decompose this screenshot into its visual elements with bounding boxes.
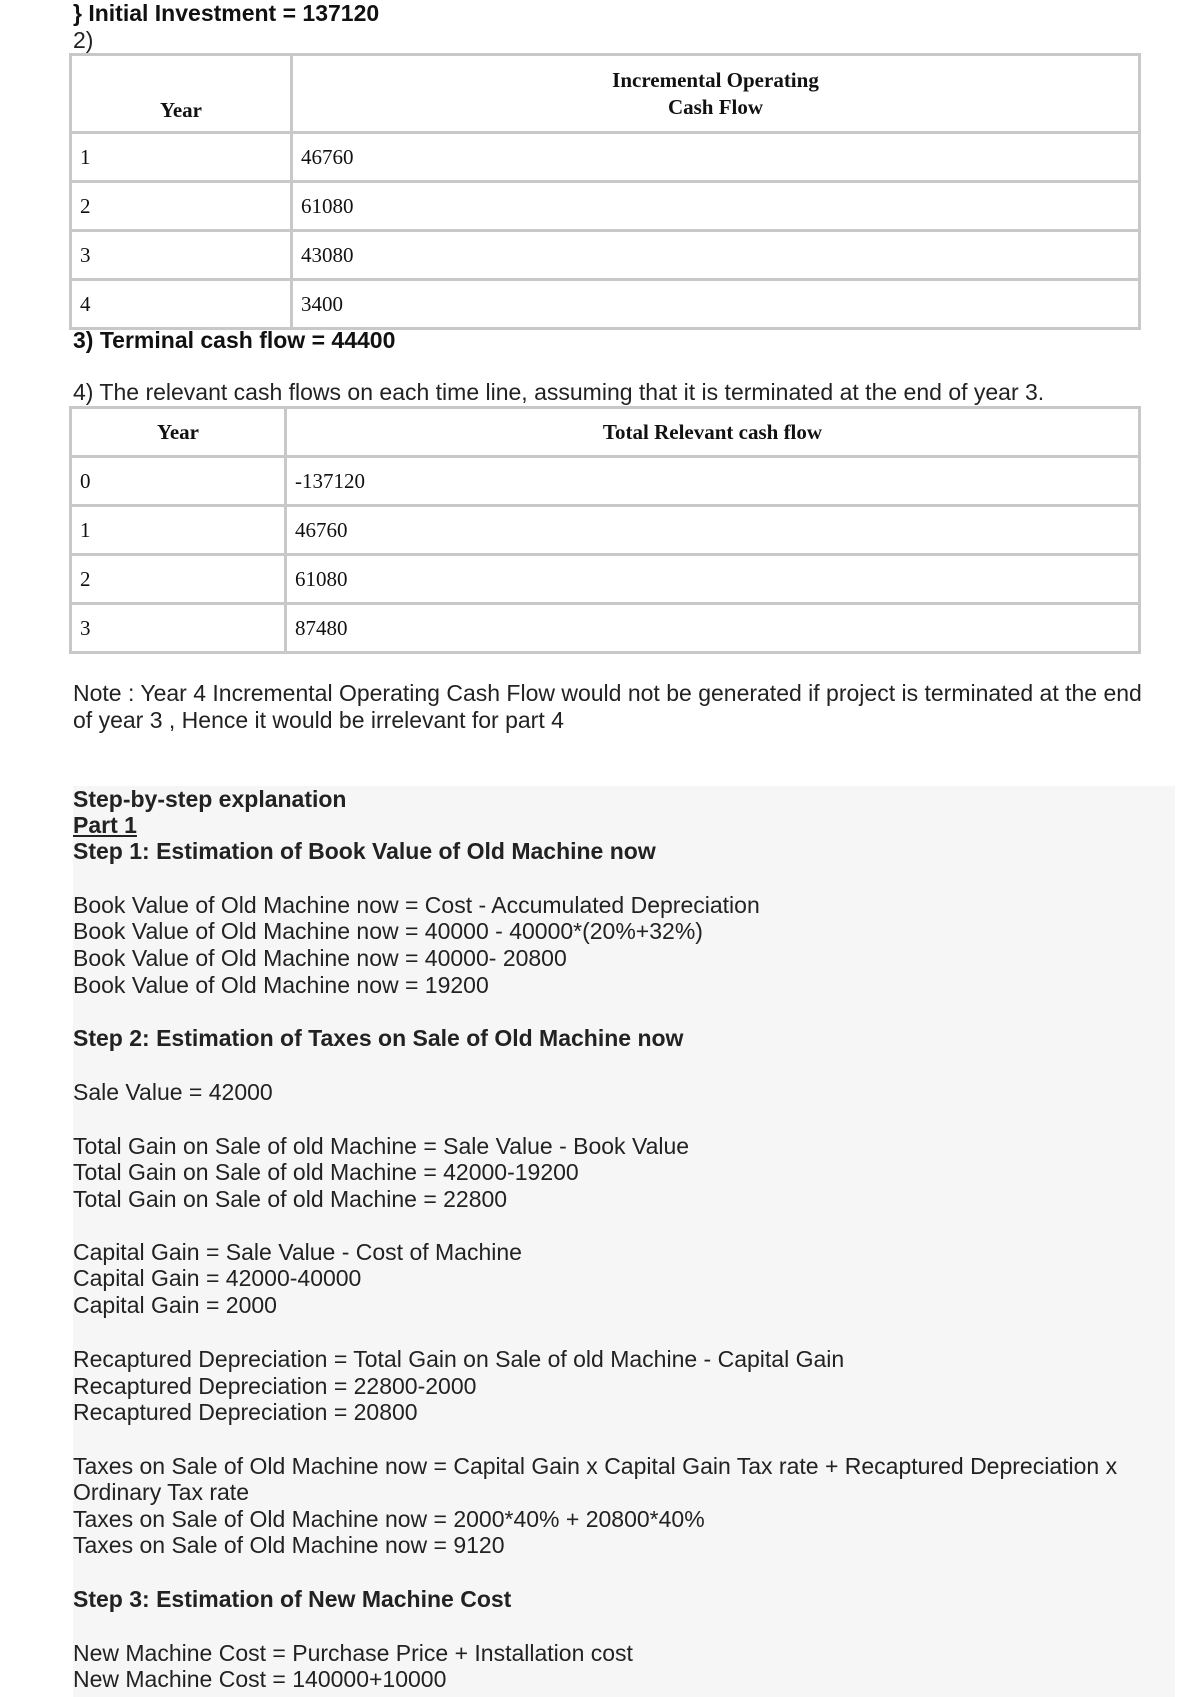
cash-flow-cell: -137120	[286, 457, 1140, 506]
year-cell: 4	[71, 280, 292, 329]
total-relevant-header: Total Relevant cash flow	[286, 408, 1140, 457]
cash-flow-cell: 61080	[292, 182, 1140, 231]
year-cell: 3	[71, 231, 292, 280]
step3-line: New Machine Cost = Purchase Price + Installation cost	[73, 1640, 633, 1666]
table-row	[71, 280, 1140, 329]
step1-line: Book Value of Old Machine now = Cost - Accumulated Depreciation	[73, 892, 760, 918]
cash-flow-cell: 87480	[286, 604, 1140, 653]
table-row	[71, 182, 1140, 231]
taxes-line: Ordinary Tax rate	[73, 1479, 249, 1505]
year-header: Year	[71, 408, 286, 457]
relevant-cash-flow-table	[69, 406, 1141, 654]
step2-title: Step 2: Estimation of Taxes on Sale of Old Machine now	[73, 1025, 684, 1051]
initial-investment: } Initial Investment = 137120	[73, 0, 380, 26]
cash-flow-cell: 46760	[292, 133, 1140, 182]
taxes-line: Taxes on Sale of Old Machine now = Capital Gain x Capital Gain Tax rate + Recaptured Depreciation x	[73, 1453, 1118, 1479]
taxes-line: Taxes on Sale of Old Machine now = 2000*40% + 20800*40%	[73, 1506, 705, 1532]
cash-flow-cell: 46760	[286, 506, 1140, 555]
step3-title: Step 3: Estimation of New Machine Cost	[73, 1586, 512, 1612]
capital-gain-line: Capital Gain = 42000-40000	[73, 1265, 362, 1291]
cash-flow-cell: 61080	[286, 555, 1140, 604]
sale-value: Sale Value = 42000	[73, 1079, 273, 1105]
step1-line: Book Value of Old Machine now = 40000 - 40000*(20%+32%)	[73, 918, 703, 944]
year-cell: 2	[71, 182, 292, 231]
gain-line: Total Gain on Sale of old Machine = Sale Value - Book Value	[73, 1133, 690, 1159]
table-row	[71, 555, 1140, 604]
part4-intro: 4) The relevant cash flows on each time line, assuming that it is terminated at the end of year 3.	[73, 379, 1045, 405]
cash-flow-cell: 3400	[292, 280, 1140, 329]
recaptured-line: Recaptured Depreciation = 20800	[73, 1399, 418, 1425]
step1-title: Step 1: Estimation of Book Value of Old Machine now	[73, 838, 656, 864]
step1-line: Book Value of Old Machine now = 40000- 20800	[73, 945, 567, 971]
table-row	[71, 506, 1140, 555]
cash-flow-cell: 43080	[292, 231, 1140, 280]
explanation-panel	[73, 786, 1175, 1697]
year-cell: 2	[71, 555, 286, 604]
year-cell: 1	[71, 133, 292, 182]
table-row	[71, 231, 1140, 280]
table-row	[71, 457, 1140, 506]
part-label: Part 1	[73, 812, 137, 838]
table-row	[71, 604, 1140, 653]
recaptured-line: Recaptured Depreciation = 22800-2000	[73, 1373, 477, 1399]
gain-line: Total Gain on Sale of old Machine = 42000-19200	[73, 1159, 579, 1185]
table-row	[71, 133, 1140, 182]
step3-line: New Machine Cost = 140000+10000	[73, 1666, 447, 1692]
year-cell: 3	[71, 604, 286, 653]
capital-gain-line: Capital Gain = Sale Value - Cost of Machine	[73, 1239, 522, 1265]
part2-label: 2)	[73, 27, 94, 53]
incremental-header	[292, 55, 1140, 133]
note-line-2: of year 3 , Hence it would be irrelevant for part 4	[73, 707, 564, 733]
taxes-line: Taxes on Sale of Old Machine now = 9120	[73, 1532, 505, 1558]
gain-line: Total Gain on Sale of old Machine = 22800	[73, 1186, 508, 1212]
table-header-row	[71, 55, 1140, 133]
year-cell: 0	[71, 457, 286, 506]
year-header: Year	[71, 55, 292, 133]
incremental-header-line1: Incremental Operating	[612, 67, 819, 92]
incremental-cash-flow-table	[69, 53, 1141, 330]
recaptured-line: Recaptured Depreciation = Total Gain on Sale of old Machine - Capital Gain	[73, 1346, 845, 1372]
terminal-cash-flow: 3) Terminal cash flow = 44400	[73, 327, 396, 353]
explanation-heading: Step-by-step explanation	[73, 786, 347, 812]
note-line-1: Note : Year 4 Incremental Operating Cash Flow would not be generated if project is terminated at the end	[73, 680, 1142, 706]
table-header-row	[71, 408, 1140, 457]
incremental-header-line2: Cash Flow	[667, 94, 764, 119]
capital-gain-line: Capital Gain = 2000	[73, 1292, 277, 1318]
year-cell: 1	[71, 506, 286, 555]
step1-line: Book Value of Old Machine now = 19200	[73, 972, 489, 998]
